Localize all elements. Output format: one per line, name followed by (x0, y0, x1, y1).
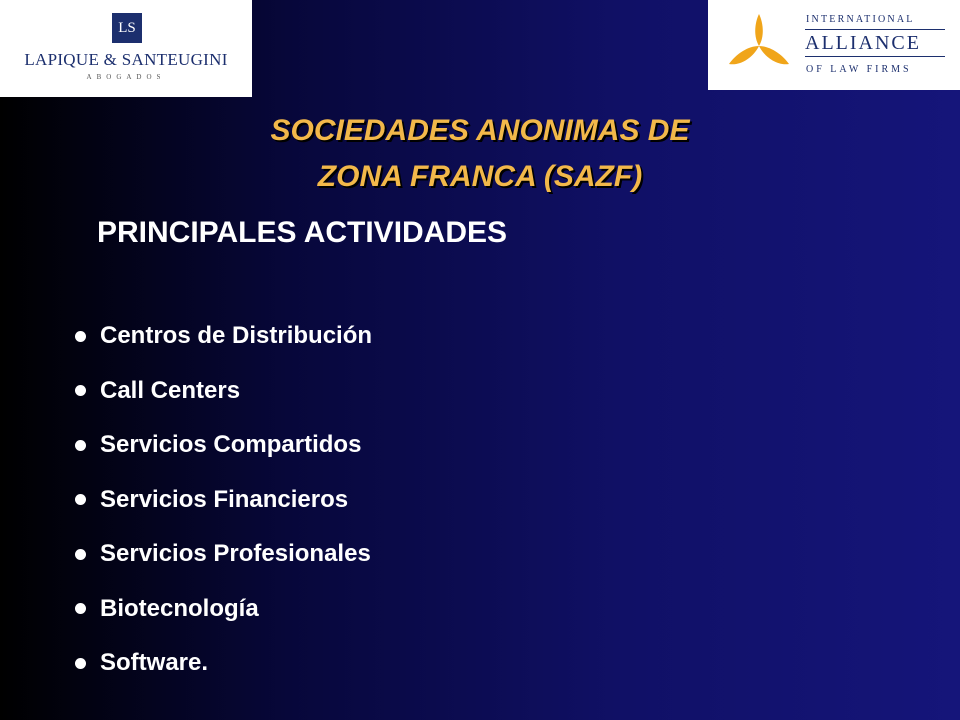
list-item (75, 527, 372, 582)
list-item-label: Software. (100, 649, 209, 677)
bullet-icon (75, 331, 86, 342)
list-item-label: Biotecnología (100, 594, 259, 622)
bullet-icon (75, 385, 86, 396)
triple-petal-icon (724, 14, 794, 78)
list-item (75, 636, 372, 691)
bullet-icon (75, 494, 86, 505)
list-item-label: Call Centers (100, 376, 241, 404)
slide-title (0, 108, 960, 200)
firm-name: LAPIQUE & SANTEUGINI (24, 50, 228, 69)
activity-list (75, 309, 372, 691)
title-line-2: ZONA FRANCA (SAZF) (317, 160, 643, 193)
list-item (75, 418, 372, 473)
bullet-icon (75, 440, 86, 451)
ls-monogram: LS (112, 13, 142, 43)
title-line-1: SOCIEDADES ANONIMAS DE (270, 114, 690, 147)
bullet-icon (75, 549, 86, 560)
lapique-santeugini-logo (0, 0, 252, 97)
section-heading: PRINCIPALES ACTIVIDADES (97, 216, 508, 249)
alliance-line-2: ALLIANCE (805, 29, 945, 57)
list-item-label: Servicios Profesionales (100, 540, 371, 568)
alliance-line-3: OF LAW FIRMS (806, 64, 912, 75)
list-item-label: Servicios Financieros (100, 485, 349, 513)
list-item (75, 582, 372, 637)
bullet-icon (75, 658, 86, 669)
list-item (75, 473, 372, 528)
international-alliance-logo (708, 0, 960, 90)
list-item-label: Centros de Distribución (100, 322, 373, 350)
firm-subtitle: ABOGADOS (86, 73, 166, 81)
list-item (75, 364, 372, 419)
bullet-icon (75, 603, 86, 614)
list-item (75, 309, 372, 364)
list-item-label: Servicios Compartidos (100, 431, 362, 459)
alliance-line-1: INTERNATIONAL (806, 14, 915, 25)
